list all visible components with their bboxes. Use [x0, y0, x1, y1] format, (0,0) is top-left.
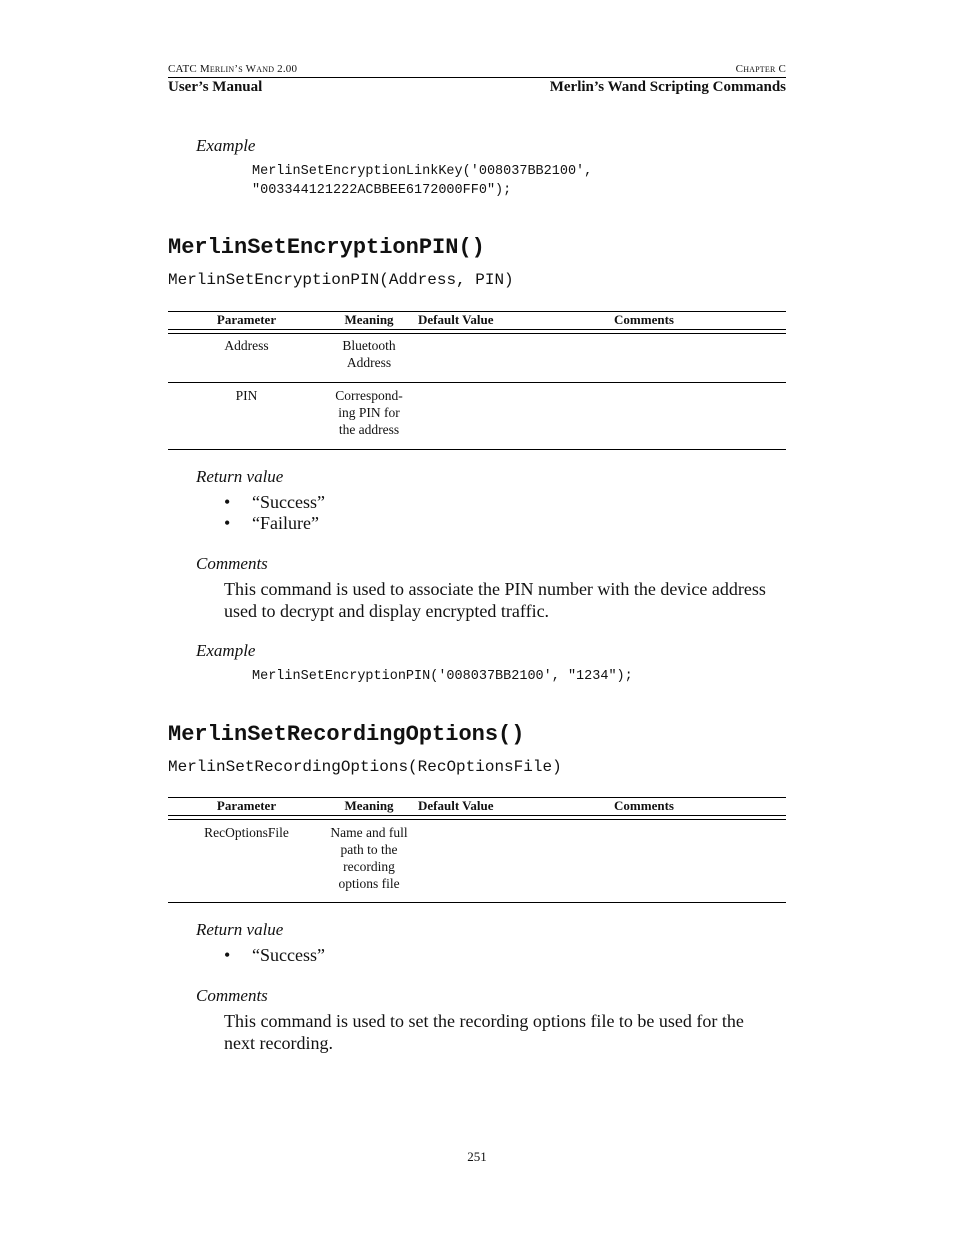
col-header-meaning: Meaning: [344, 312, 394, 327]
header-product: [168, 63, 297, 75]
table-row-rule: [168, 382, 786, 383]
col-header-default-value: Default Value: [418, 312, 494, 327]
return-value-label: Return value: [196, 467, 284, 486]
cell-parameter: PIN: [235, 388, 258, 403]
cell-meaning-line: ing PIN for: [338, 405, 400, 420]
header-product-text: CATC Merlin’s Wand 2.00: [168, 63, 298, 75]
comments-label: Comments: [196, 554, 268, 573]
cell-meaning-line: the address: [338, 422, 400, 437]
cell-meaning-line: Address: [346, 355, 392, 370]
col-header-parameter: Parameter: [216, 798, 277, 813]
cell-meaning-line: Name and full: [330, 825, 408, 840]
cell-meaning: [325, 337, 413, 371]
example-label: Example: [196, 136, 256, 155]
return-value-text: “Failure”: [252, 513, 319, 533]
page-number: 251: [467, 1149, 487, 1164]
function-signature: MerlinSetRecordingOptions(RecOptionsFile): [168, 758, 562, 776]
comments-text-line-2: next recording.: [224, 1033, 333, 1053]
col-header-meaning: Meaning: [344, 798, 394, 813]
cell-meaning-line: options file: [338, 876, 400, 891]
cell-parameter: RecOptionsFile: [204, 825, 289, 840]
section-title-encryption-pin: MerlinSetEncryptionPIN(): [168, 235, 485, 260]
comments-label: Comments: [196, 986, 268, 1005]
header-rule: [168, 77, 786, 78]
col-header-comments: Comments: [614, 312, 674, 327]
section-title-recording-options: MerlinSetRecordingOptions(): [168, 722, 525, 747]
comments-text-line-1: This command is used to associate the PIN number with the device address: [224, 579, 766, 599]
cell-meaning: [320, 824, 418, 892]
function-signature: MerlinSetEncryptionPIN(Address, PIN): [168, 271, 514, 289]
col-header-default-value: Default Value: [418, 798, 494, 813]
table-bottom-rule: [168, 449, 786, 450]
comments-text-line-1: This command is used to set the recording options file to be used for the: [224, 1011, 744, 1031]
return-value-text: “Success”: [252, 945, 325, 965]
return-bullet: • “Success”: [224, 492, 325, 512]
cell-meaning-line: Correspond-: [335, 388, 403, 403]
example-code-line-2: "003344121222ACBBEE6172000FF0");: [252, 183, 512, 198]
cell-meaning-line: recording: [343, 859, 395, 874]
cell-parameter: Address: [224, 338, 269, 353]
example-label: Example: [196, 641, 256, 660]
table-bottom-rule: [168, 902, 786, 903]
col-header-parameter: Parameter: [216, 312, 277, 327]
table-header-rule-double: [168, 819, 786, 820]
example-code-line-1: MerlinSetEncryptionLinkKey('008037BB2100',: [252, 164, 593, 179]
table-header-rule: [168, 329, 786, 330]
header-manual: User’s Manual: [168, 79, 263, 95]
header-chapter: Chapter C: [735, 63, 786, 75]
header-section: Merlin’s Wand Scripting Commands: [549, 79, 786, 95]
return-bullet: • “Failure”: [224, 513, 319, 533]
return-value-text: “Success”: [252, 492, 325, 512]
cell-meaning: [325, 387, 413, 438]
cell-meaning-line: Bluetooth: [342, 338, 396, 353]
return-value-label: Return value: [196, 920, 284, 939]
col-header-comments: Comments: [614, 798, 674, 813]
comments-text-line-2: used to decrypt and display encrypted traffic.: [224, 601, 550, 621]
table-header-rule-double: [168, 333, 786, 334]
return-bullet: • “Success”: [224, 945, 325, 965]
table-header-rule: [168, 815, 786, 816]
cell-meaning-line: path to the: [340, 842, 398, 857]
example-code: MerlinSetEncryptionPIN('008037BB2100', "1234");: [252, 669, 633, 684]
